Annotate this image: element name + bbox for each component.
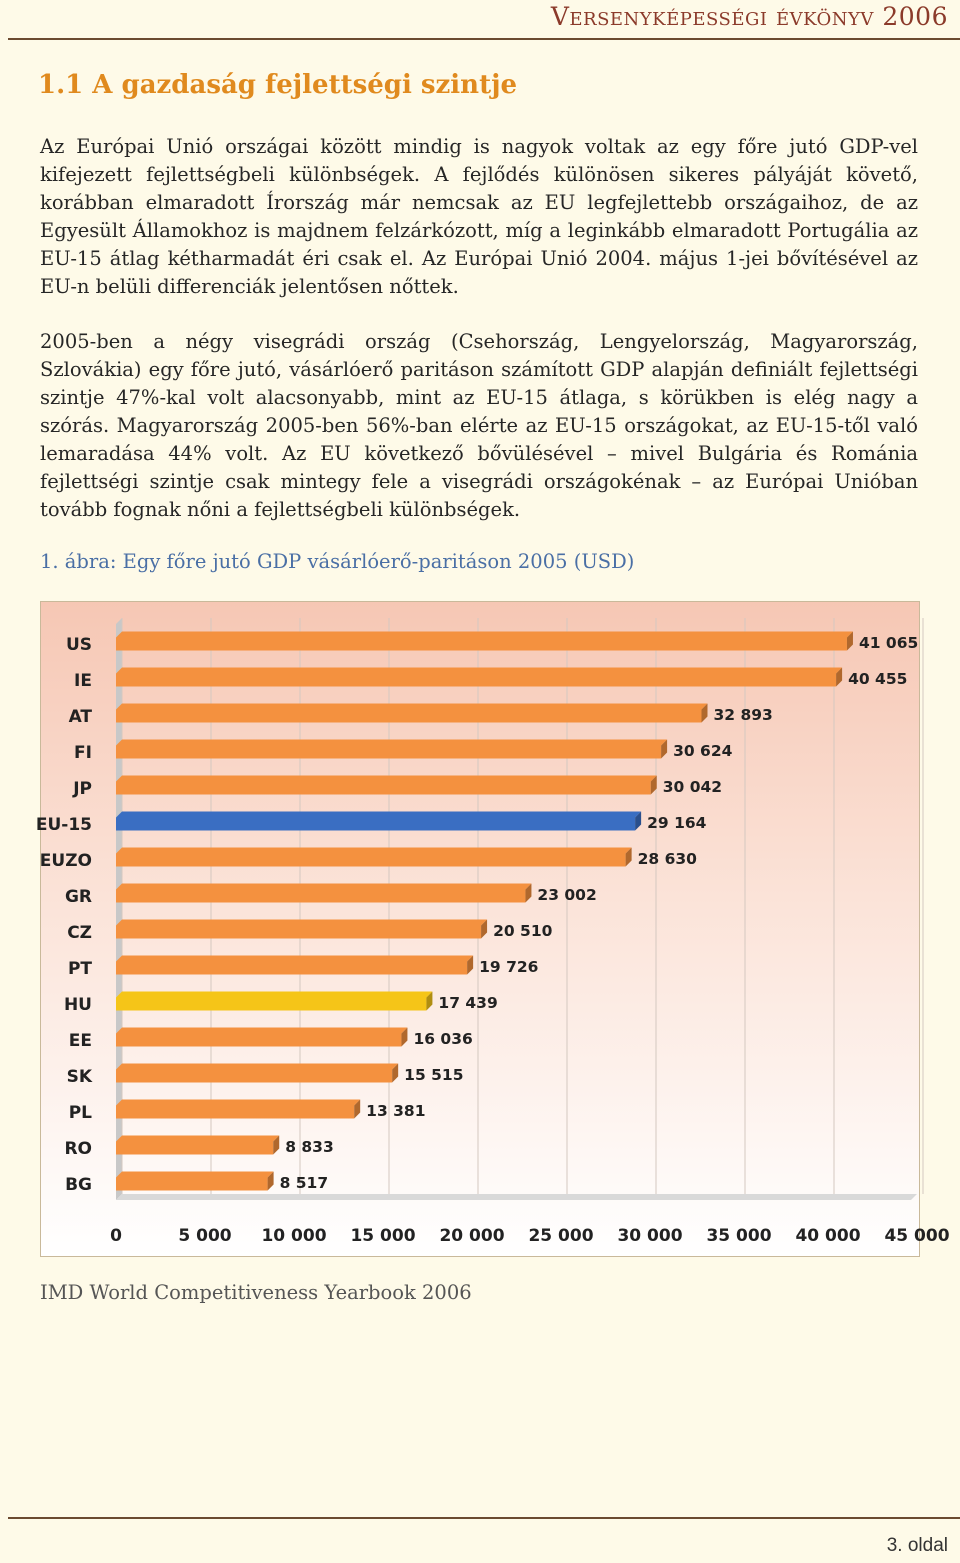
running-header-title: Versenyképességi évkönyv 2006 (550, 2, 948, 31)
value-label: 32 893 (713, 706, 773, 724)
value-label: 41 065 (858, 634, 919, 652)
x-tick-label: 10 000 (261, 1226, 327, 1246)
source-note: IMD World Competitiveness Yearbook 2006 (40, 1281, 472, 1304)
x-tick-label: 30 000 (617, 1226, 683, 1246)
category-label: US (65, 635, 92, 655)
value-label: 20 510 (493, 922, 553, 940)
value-label: 17 439 (438, 994, 498, 1012)
bar (116, 962, 467, 975)
bar-top (116, 812, 641, 818)
paragraph-visegrad: 2005-ben a négy visegrádi ország (Csehország, Lengyelország, Magyarország, Szlovákia) egy főre jutó, vásárlóerő paritáson számított GDP alapján definiált fejlettségi szintje 47%-kal volt alacsonyabb, mint az EU-15 átlaga, s körükben is elég nagy a szórás. Magyarország 2005-ben 56%-ban elérte az EU-15 országokat, az EU-15-től való lemaradása 44% volt. Az EU következő bővülésével – mivel Bulgária és Románia fejlettségi szintje csak mintegy fele a visegrádi országokénak – az Európai Unióban tovább fognak nőni a fejlettségbeli különbségek. (40, 330, 918, 521)
value-label: 30 624 (673, 742, 733, 760)
bar (116, 998, 426, 1011)
value-label: 30 042 (662, 778, 723, 796)
category-label: AT (68, 707, 92, 727)
bar (116, 1106, 354, 1119)
chart-floor (116, 1194, 917, 1200)
x-tick-label: 35 000 (706, 1226, 772, 1246)
gdp-bar-chart (35, 601, 950, 1257)
bar (116, 638, 847, 651)
bar-top (116, 704, 707, 710)
value-label: 16 036 (413, 1030, 473, 1048)
category-label: IE (74, 671, 92, 691)
bar (116, 1178, 268, 1191)
value-label: 23 002 (537, 886, 597, 904)
category-label: PL (68, 1103, 92, 1123)
chart-svg (35, 602, 950, 1256)
bar-top (116, 1172, 274, 1178)
bar-top (116, 740, 667, 746)
bar-top (116, 632, 853, 638)
x-tick-label: 45 000 (884, 1226, 950, 1246)
bar-top (116, 1100, 360, 1106)
category-label: RO (64, 1139, 92, 1159)
value-label: 40 455 (848, 670, 908, 688)
value-label: 15 515 (404, 1066, 464, 1084)
category-label: PT (67, 959, 92, 979)
category-label: JP (73, 779, 92, 799)
bar (116, 854, 626, 867)
bar-top (116, 668, 842, 674)
bar (116, 746, 661, 759)
bar (116, 710, 701, 723)
x-tick-label: 40 000 (795, 1226, 861, 1246)
category-label: EU-15 (35, 815, 92, 835)
bar (116, 1034, 401, 1047)
category-label: FI (74, 743, 92, 763)
bar-top (116, 1136, 279, 1142)
bar-top (116, 920, 487, 926)
bar-top (116, 884, 531, 890)
bar-top (116, 848, 632, 854)
value-label: 28 630 (637, 850, 697, 868)
category-label: SK (66, 1067, 92, 1087)
bar (116, 890, 525, 903)
x-tick-label: 25 000 (528, 1226, 594, 1246)
bar-top (116, 776, 657, 782)
x-tick-label: 20 000 (439, 1226, 505, 1246)
bar-top (116, 1028, 407, 1034)
category-label: HU (63, 995, 92, 1015)
category-label: CZ (67, 923, 92, 943)
bar (116, 782, 651, 795)
category-label: EUZO (39, 851, 92, 871)
bar-top (116, 956, 473, 962)
page-number: 3. oldal (886, 1535, 948, 1556)
bar (116, 926, 481, 939)
x-tick-label: 5 000 (178, 1226, 232, 1246)
bar (116, 1070, 392, 1083)
x-tick-label: 15 000 (350, 1226, 416, 1246)
bar (116, 818, 635, 831)
value-label: 29 164 (647, 814, 707, 832)
value-label: 19 726 (479, 958, 539, 976)
value-label: 13 381 (366, 1102, 426, 1120)
value-label: 8 517 (279, 1174, 329, 1192)
bar (116, 1142, 273, 1155)
footer-divider (8, 1517, 960, 1519)
header-divider (8, 38, 960, 40)
category-label: BG (65, 1175, 92, 1195)
paragraph-intro: Az Európai Unió országai között mindig is nagyok voltak az egy főre jutó GDP-vel kifejezett fejlettségbeli különbségek. A fejlődés különösen sikeres pályáját követő, korábban elmaradott Írország már nemcsak az EU legfejlettebb országaihoz, de az Egyesült Államokhoz is majdnem felzárkózott, míg a leginkább elmaradott Portugália az EU-15 átlag kétharmadát éri csak el. Az Európai Unió 2004. május 1-jei bővítésével az EU-n belüli differenciák jelentősen nőttek. (40, 135, 918, 298)
category-label: EE (68, 1031, 92, 1051)
bar (116, 674, 836, 687)
section-title: 1.1 A gazdaság fejlettségi szintje (38, 70, 518, 100)
figure-caption: 1. ábra: Egy főre jutó GDP vásárlóerő-paritáson 2005 (USD) (40, 550, 635, 573)
bar-top (116, 1064, 398, 1070)
x-tick-label: 0 (110, 1226, 122, 1246)
category-label: GR (64, 887, 92, 907)
bar-top (116, 992, 432, 998)
value-label: 8 833 (285, 1138, 334, 1156)
